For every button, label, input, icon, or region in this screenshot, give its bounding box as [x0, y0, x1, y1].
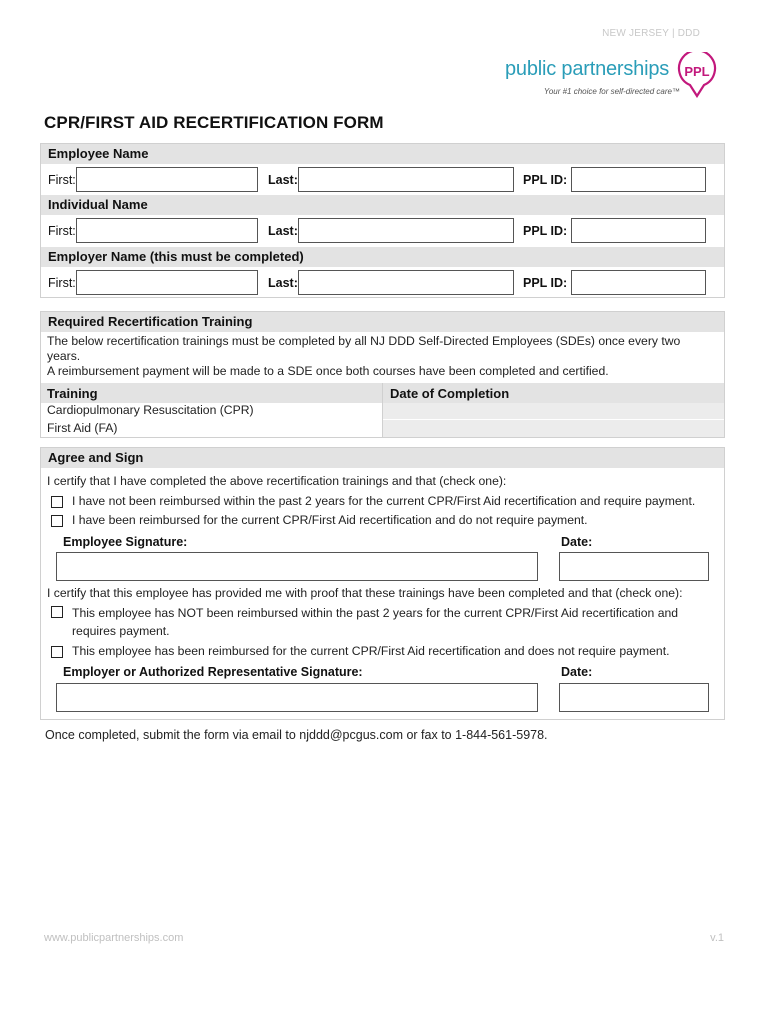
employer-first-input[interactable]: [76, 270, 258, 295]
employee-option-2-text: I have been reimbursed for the current CPR/First Aid recertification and do not require payment.: [72, 513, 588, 527]
employer-ppl-input[interactable]: [571, 270, 706, 295]
employer-first-label: First:: [48, 276, 76, 290]
employee-ppl-input[interactable]: [571, 167, 706, 192]
employee-option-1-text: I have not been reimbursed within the past 2 years for the current CPR/First Aid recertification and require payment.: [72, 494, 696, 508]
fa-date-field[interactable]: [383, 420, 724, 437]
footer-version: v.1: [710, 932, 724, 944]
employee-last-input[interactable]: [298, 167, 514, 192]
employee-certify-text: I certify that I have completed the above recertification trainings and that (check one):: [47, 474, 507, 488]
agree-heading: Agree and Sign: [41, 448, 724, 468]
employer-name-heading: Employer Name (this must be completed): [41, 247, 724, 267]
individual-first-label: First:: [48, 224, 76, 238]
individual-ppl-input[interactable]: [571, 218, 706, 243]
employee-signature-label: Employee Signature:: [63, 535, 188, 549]
employer-option-1-text: This employee has NOT been reimbursed within the past 2 years for the current CPR/First Aid recertification and requires payment.: [72, 606, 679, 638]
employer-option-2-text: This employee has been reimbursed for the current CPR/First Aid recertification and does not require payment.: [72, 644, 670, 658]
employer-date-label: Date:: [561, 665, 593, 679]
employer-signature-label: Employer or Authorized Representative Signature:: [63, 665, 363, 679]
svg-text:PPL: PPL: [684, 64, 710, 79]
submit-note: Once completed, submit the form via email to njddd@pcgus.com or fax to 1-844-561-5978.: [45, 728, 548, 742]
state-tag: NEW JERSEY | DDD: [602, 28, 700, 39]
employee-first-input[interactable]: [76, 167, 258, 192]
logo-tagline: Your #1 choice for self-directed care™: [543, 87, 680, 96]
employee-first-label: First:: [48, 173, 76, 187]
employee-name-heading: Employee Name: [41, 144, 724, 164]
training-row-fa: First Aid (FA): [47, 421, 118, 435]
col-training: Training: [47, 386, 98, 401]
employee-signature-field[interactable]: [56, 552, 538, 581]
employer-last-input[interactable]: [298, 270, 514, 295]
employer-ppl-label: PPL ID:: [523, 276, 568, 290]
ppl-logo-icon: [676, 52, 718, 98]
training-text-1: The below recertification trainings must be completed by all NJ DDD Self-Directed Employees (SDEs) once every two years.: [47, 334, 681, 363]
footer-website: www.publicpartnerships.com: [44, 932, 184, 944]
training-text-2: A reimbursement payment will be made to a SDE once both courses have been completed and certified.: [47, 364, 609, 378]
individual-first-input[interactable]: [76, 218, 258, 243]
employee-ppl-label: PPL ID:: [523, 173, 568, 187]
employee-last-label: Last:: [268, 173, 298, 187]
employer-signature-field[interactable]: [56, 683, 538, 712]
employer-certify-text: I certify that this employee has provided me with proof that these trainings have been completed and that (check one):: [47, 586, 683, 600]
employee-option-1-checkbox[interactable]: [51, 496, 63, 508]
employee-option-2-checkbox[interactable]: [51, 515, 63, 527]
cpr-date-field[interactable]: [383, 403, 724, 419]
individual-ppl-label: PPL ID:: [523, 224, 568, 238]
individual-name-heading: Individual Name: [41, 195, 724, 215]
employee-date-label: Date:: [561, 535, 593, 549]
training-heading: Required Recertification Training: [41, 312, 724, 332]
page-title: CPR/FIRST AID RECERTIFICATION FORM: [44, 113, 384, 132]
employer-last-label: Last:: [268, 276, 298, 290]
employer-option-2-checkbox[interactable]: [51, 646, 63, 658]
employer-date-field[interactable]: [559, 683, 709, 712]
employer-option-1-checkbox[interactable]: [51, 606, 63, 618]
employee-date-field[interactable]: [559, 552, 709, 581]
individual-last-input[interactable]: [298, 218, 514, 243]
individual-last-label: Last:: [268, 224, 298, 238]
logo-text: public partnerships: [505, 58, 670, 80]
training-row-cpr: Cardiopulmonary Resuscitation (CPR): [47, 403, 254, 417]
col-date-completion: Date of Completion: [390, 386, 510, 401]
